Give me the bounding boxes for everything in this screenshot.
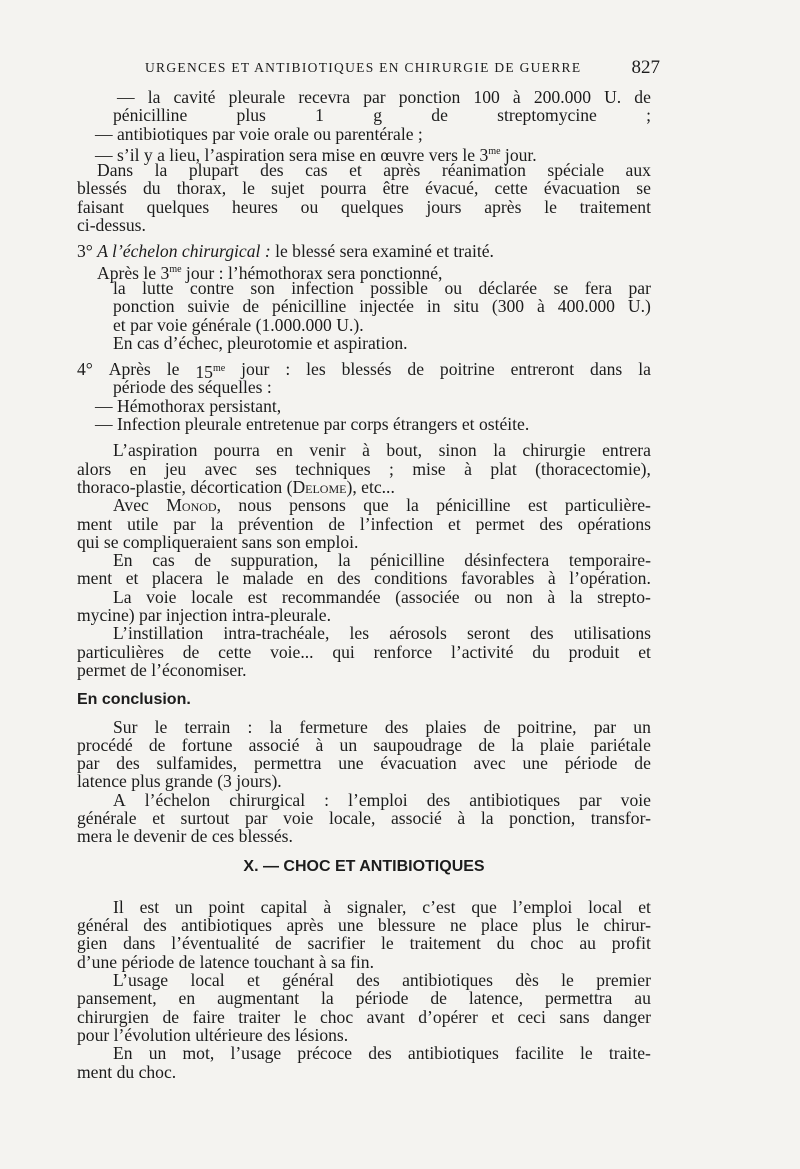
text-line: Après le $3^{me}$ jour : l’hémothorax sera ponctionné, — [97, 262, 443, 283]
text-line: ment et placera le malade en des conditions favorables à l’opération. — [77, 568, 651, 589]
text-line: faisant quelques heures ou quelques jours après le traitement — [77, 196, 651, 217]
text-line: A l’échelon chirurgical : l’emploi des antibiotiques par voie — [113, 789, 651, 810]
text-line: gien dans l’éventualité de sacrifier le traitement du choc au profit — [77, 933, 651, 954]
text-line: par des sulfamides, permettra une évacuation avec une période de — [77, 753, 651, 774]
text-line: d’une période de latence touchant à sa fin. — [77, 951, 375, 972]
text-line: — antibiotiques par voie orale ou parentérale ; — [95, 123, 423, 144]
text-line: général des antibiotiques après une blessure ne place plus le chirur- — [77, 915, 651, 936]
text-line: ment du choc. — [77, 1061, 177, 1082]
text-line: L’usage local et général des antibiotiques dès le premier — [113, 970, 651, 991]
text-line: En un mot, l’usage précoce des antibiotiques facilite le traite- — [113, 1043, 651, 1064]
paragraph-gap — [77, 876, 651, 898]
section-heading: X. — CHOC ET ANTIBIOTIQUES — [243, 857, 485, 875]
text-line: L’instillation intra-trachéale, les aérosols seront des utilisations — [113, 623, 651, 644]
text-line: — s’il y a lieu, l’aspiration sera mise en œuvre vers le $3^{me}$ jour. — [95, 144, 537, 165]
text-line: ment utile par la prévention de l’infection et permet des opérations — [77, 513, 651, 534]
text-line: — Hémothorax persistant, — [95, 395, 282, 416]
paragraph-gap — [77, 846, 651, 858]
text-line: pénicilline plus 1 g de streptomycine ; — [113, 105, 651, 126]
text-line: Avec Monod, nous pensons que la pénicilline est particulière- — [113, 495, 651, 516]
body-text — [77, 88, 651, 1081]
text-line: particulières de cette voie... qui renforce l’activité du produit et — [77, 641, 651, 662]
paragraph-gap — [77, 679, 651, 691]
text-line: Il est un point capital à signaler, c’est que l’emploi local et — [113, 896, 651, 917]
text-line: latence plus grande (3 jours). — [77, 771, 282, 792]
text-line: — Infection pleurale entretenue par corps étrangers et ostéite. — [95, 414, 530, 435]
text-line: procédé de fortune associé à un saupoudrage de la plaie pariétale — [77, 734, 651, 755]
text-line: chirurgien de faire traiter le choc avant d’opérer et ceci sans danger — [77, 1006, 651, 1027]
text-line: — la cavité pleurale recevra par ponction 100 à 200.000 U. de — [117, 87, 651, 107]
text-line: et par voie générale (1.000.000 U.). — [113, 314, 364, 335]
text-line: pour l’évolution ultérieure des lésions. — [77, 1024, 349, 1045]
text-line: ponction suivie de pénicilline injectée in situ (300 à 400.000 U.) — [113, 296, 651, 317]
text-line: La voie locale est recommandée (associée ou non à la strepto- — [113, 586, 651, 607]
text-line: pansement, en augmentant la période de latence, permettra au — [77, 988, 651, 1009]
running-header — [145, 58, 660, 82]
text-line: période des séquelles : — [113, 377, 272, 398]
text-line: blessés du thorax, le sujet pourra être évacué, cette évacuation se — [77, 178, 651, 199]
text-line: Sur le terrain : la fermeture des plaies de poitrine, par un — [113, 716, 651, 737]
text-line: alors en jeu avec ses techniques ; mise à plat (thoracectomie), — [77, 458, 651, 479]
text-line: mycine) par injection intra-pleurale. — [77, 605, 332, 626]
text-line: 4° Après le $15^{me}$ jour : les blessés de poitrine entreront dans la — [77, 359, 651, 383]
text-line: Dans la plupart des cas et après réanimation spéciale aux — [97, 160, 651, 181]
text-line: mera le devenir de ces blessés. — [77, 826, 293, 847]
text-line: ci-dessus. — [77, 215, 146, 236]
text-line: L’aspiration pourra en venir à bout, sinon la chirurgie entrera — [113, 440, 651, 461]
text-line: En cas de suppuration, la pénicilline désinfectera temporaire- — [113, 550, 651, 571]
text-line: thoraco-plastie, décortication (Delome), etc... — [77, 476, 395, 497]
text-line: En cas d’échec, pleurotomie et aspiration. — [113, 332, 408, 353]
text-line: qui se compliqueraient sans son emploi. — [77, 531, 359, 552]
text-line: générale et surtout par voie locale, associé à la ponction, transfor- — [77, 807, 651, 828]
conclusion-heading: En conclusion. — [77, 691, 191, 709]
page-number: 827 — [631, 57, 660, 78]
text-line: permet de l’économiser. — [77, 659, 247, 680]
text-line: 3° A l’échelon chirurgical : le blessé sera examiné et traité. — [77, 241, 494, 262]
running-title: URGENCES ET ANTIBIOTIQUES EN CHIRURGIE DE GUERRE — [145, 60, 582, 75]
text-line: la lutte contre son infection possible ou déclarée se fera par — [113, 277, 651, 298]
